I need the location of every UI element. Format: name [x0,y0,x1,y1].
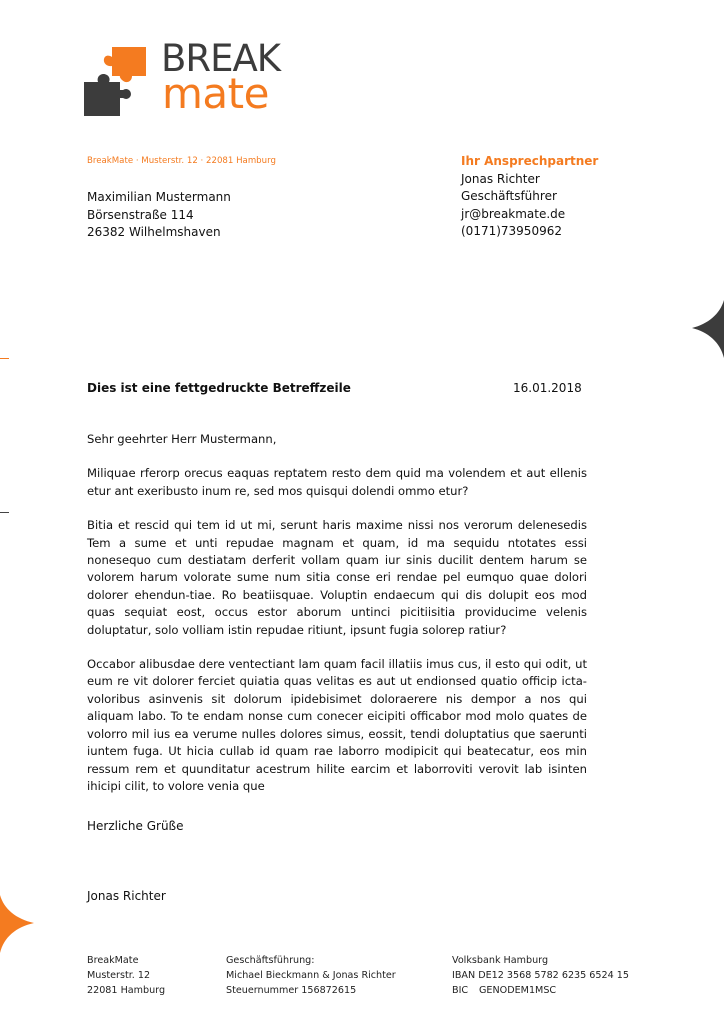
logo-word-break: BREAK [161,37,281,80]
body-paragraph-1: Miliquae rferorp orecus eaquas reptatem resto dem quid ma volendem et aut ellenis etur ant exeribusto inum re, sed mos quisqui dolendi ommo etur? [87,466,587,498]
footer-iban: IBAN DE12 3568 5782 6235 6524 15 [452,970,629,981]
left-edge-orange-shape [0,895,36,955]
contact-name: Jonas Richter [461,171,540,186]
contact-phone: (0171)73950962 [461,224,562,238]
footer-company-street: Musterstr. 12 [87,970,151,981]
contact-email[interactable]: jr@breakmate.de [461,206,566,221]
footer-management-names: Michael Bieckmann & Jonas Richter [226,970,396,981]
sender-return-line: BreakMate · Musterstr. 12 · 22081 Hamburg [87,156,276,166]
closing: Herzliche Grüße [87,819,184,833]
footer-management-label: Geschäftsführung: [226,955,315,966]
footer-bic-value: GENODEM1MSC [479,985,557,996]
body-paragraph-3: Occabor alibusdae dere ventectiant lam quam facil illatiis imus cus, il esto qui odit, ut eum re vit dolorer ferciet quiatia quas velitas es aut ut endionsed quatio officip icta-voloribus asinvenis sit dolorum ipidebisimet doloraerere nis dempor a nos qui aliquam labo. To te endam nonse cum conecer eicipiti officabor mod molo quates de volorro mil ius ea verume nulles dolores simus, eossit, tendi doluptatius que saerunti iuntem fuga. Ut hicia cullab id quam rae laborro modipicit qui beatecatur, eos min ressum rem et quunditatur acestrum hilite earcim et laborroviti verovit lab isinten ihicipi cilit, to volore venia que [87,657,587,793]
footer-management [226,953,396,998]
footer-bank [452,953,629,998]
body-paragraph-2: Bitia et rescid qui tem id ut mi, serunt haris maxime nissi nos verorum delenesedis Tem a sume et unti repudae magnam et quam, id ma sequidu ntotates essi nonesequo cum destiatam derferit vollam quam iur sinis ducilit dentem harum se volorem harum volorate sume num sitia conse eri rendae pel eumquo quae dolori dolorer ehendun-tiae. Ro beatiisquae. Voluptin endaecum qui dis dolupit eos mod quas sequiat eost, occus estor aborum untinci picitiisitia providucime velenis doluptatur, solo volliam istin repudae ritiunt, ipsunt fugia solorep ratiur? [87,518,587,637]
footer-company-city: 22081 Hamburg [87,985,166,996]
footer-bic-label: BIC [452,985,469,996]
breakmate-logo [80,37,310,122]
recipient-address [87,189,231,242]
puzzle-pieces-icon [80,42,160,122]
recipient-name: Maximilian Mustermann [87,190,231,204]
footer-tax-number: Steuernummer 156872615 [226,985,357,996]
letter-date: 16.01.2018 [513,381,582,395]
recipient-street: Börsenstraße 114 [87,207,194,222]
contact-heading: Ihr Ansprechpartner [461,154,599,168]
subject-line: Dies ist eine fettgedruckte Betreffzeile [87,381,351,395]
right-edge-gray-shape [690,300,724,360]
salutation: Sehr geehrter Herr Mustermann, [87,432,277,446]
footer-company-name: BreakMate [87,955,139,966]
footer-bank-name: Volksbank Hamburg [452,955,549,966]
footer-bic [452,983,629,998]
letter-body [87,431,587,812]
contact-role: Geschäftsführer [461,189,557,203]
fold-mark-orange [0,358,9,359]
contact-block [461,153,598,241]
fold-mark-gray [0,512,9,513]
logo-word-mate: mate [162,69,269,118]
recipient-city: 26382 Wilhelmshaven [87,225,221,239]
signer-name: Jonas Richter [87,889,166,903]
footer-company [87,953,165,998]
